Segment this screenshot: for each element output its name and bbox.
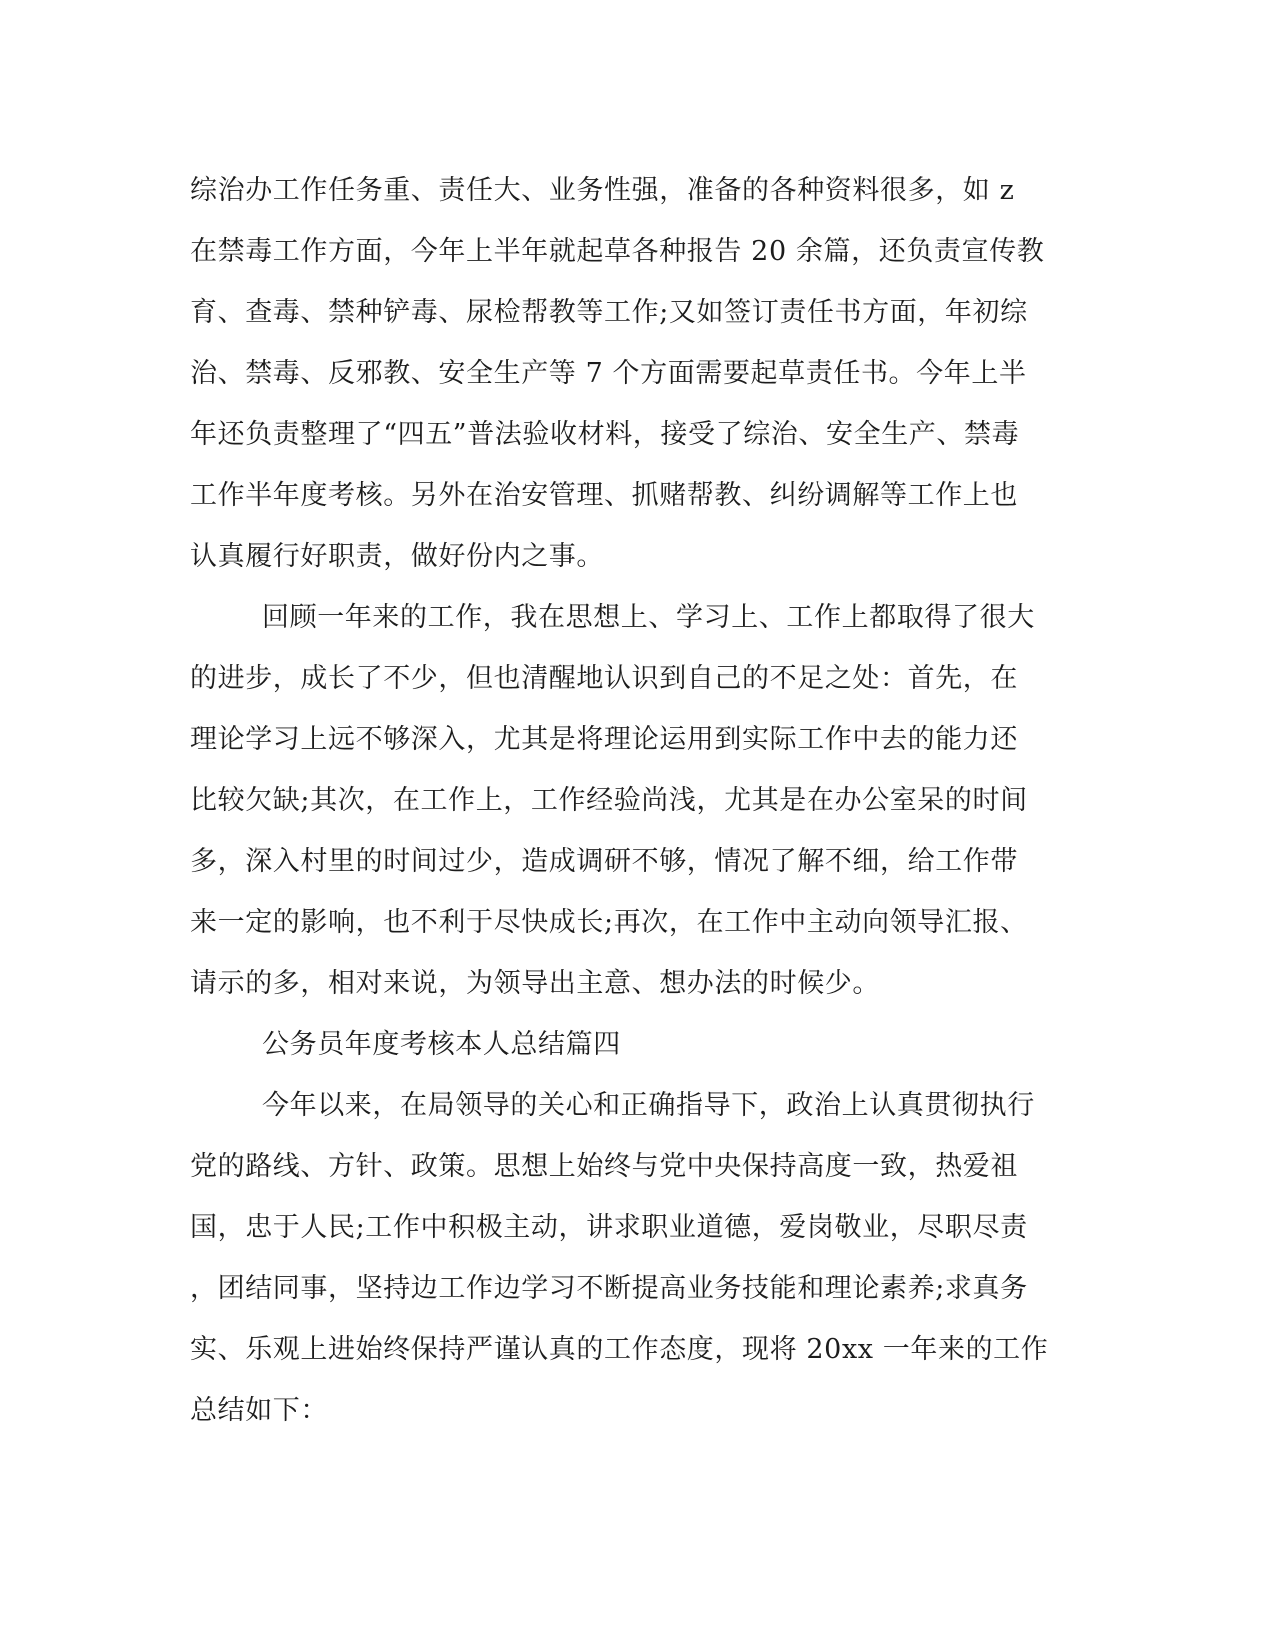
text-line: 国，忠于人民;工作中积极主动，讲求职业道德，爱岗敬业，尽职尽责 [190, 1212, 1028, 1243]
text-line: 认真履行好职责，做好份内之事。 [190, 541, 604, 572]
text-line: 比较欠缺;其次，在工作上，工作经验尚浅，尤其是在办公室呆的时间 [190, 785, 1028, 816]
text-line: 回顾一年来的工作，我在思想上、学习上、工作上都取得了很大 [262, 602, 1035, 633]
text-line: ，团结同事，坚持边工作边学习不断提高业务技能和理论素养;求真务 [190, 1273, 1028, 1304]
text-line: 治、禁毒、反邪教、安全生产等 7 个方面需要起草责任书。今年上半 [190, 358, 1027, 389]
text-line: 来一定的影响，也不利于尽快成长;再次，在工作中主动向领导汇报、 [190, 907, 1028, 938]
text-line: 多，深入村里的时间过少，造成调研不够，情况了解不细，给工作带 [190, 846, 1018, 877]
heading-text: 公务员年度考核本人总结篇四 [262, 1029, 621, 1060]
paragraph-1 [190, 160, 1080, 587]
section-heading [190, 1014, 1080, 1075]
text-line: 育、查毒、禁种铲毒、尿检帮教等工作;又如签订责任书方面，年初综 [190, 297, 1028, 328]
paragraph-3 [190, 1075, 1080, 1441]
text-line: 年还负责整理了“四五”普法验收材料，接受了综治、安全生产、禁毒 [190, 419, 1020, 450]
text-line: 的进步，成长了不少，但也清醒地认识到自己的不足之处：首先，在 [190, 663, 1018, 694]
text-line: 今年以来，在局领导的关心和正确指导下，政治上认真贯彻执行 [262, 1090, 1035, 1121]
text-line: 综治办工作任务重、责任大、业务性强，准备的各种资料很多，如 z [190, 175, 1015, 206]
text-line: 请示的多，相对来说，为领导出主意、想办法的时候少。 [190, 968, 880, 999]
text-line: 总结如下： [190, 1395, 328, 1426]
text-line: 党的路线、方针、政策。思想上始终与党中央保持高度一致，热爱祖 [190, 1151, 1018, 1182]
paragraph-2 [190, 587, 1080, 1014]
text-line: 工作半年度考核。另外在治安管理、抓赌帮教、纠纷调解等工作上也 [190, 480, 1018, 511]
text-line: 在禁毒工作方面，今年上半年就起草各种报告 20 余篇，还负责宣传教 [190, 236, 1045, 267]
document-body [190, 160, 1080, 1441]
text-line: 实、乐观上进始终保持严谨认真的工作态度，现将 20xx 一年来的工作 [190, 1334, 1049, 1365]
text-line: 理论学习上远不够深入，尤其是将理论运用到实际工作中去的能力还 [190, 724, 1018, 755]
